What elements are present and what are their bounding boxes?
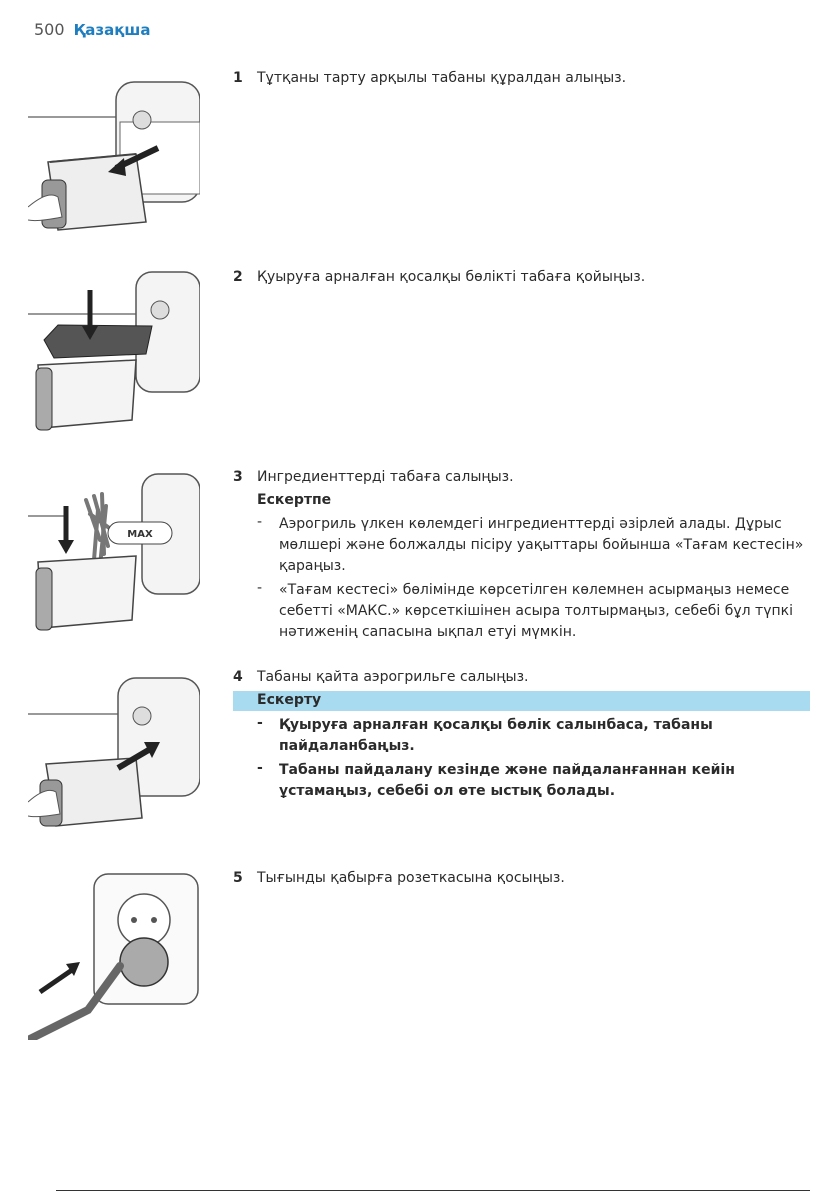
bullet-dash: -	[257, 580, 263, 596]
step-number: 1	[233, 70, 243, 86]
step-text: Тығынды қабырға розеткасына қосыңыз.	[257, 870, 565, 886]
bullet-dash: -	[257, 760, 263, 776]
step-number: 3	[233, 469, 243, 485]
step-number: 2	[233, 269, 243, 285]
step-number: 4	[233, 669, 243, 685]
illustration-insert-pan	[28, 672, 200, 832]
bullet-dash: -	[257, 715, 263, 731]
step-text: Қуыруға арналған қосалқы бөлікті табаға қойыңыз.	[257, 269, 646, 285]
warning-list	[257, 715, 813, 805]
warning-title: Ескерту	[257, 692, 322, 708]
note-list	[257, 514, 813, 646]
list-item: - Аэрогриль үлкен көлемдегі ингредиенттерді әзірлей алады. Дұрыс мөлшері және болжалды пісіру уақыттары бойынша «Тағам кестесін» қараңыз.	[257, 514, 804, 574]
step-text: Табаны қайта аэрогрильге салыңыз.	[257, 669, 529, 685]
max-label: MAX	[127, 529, 153, 540]
step-text: Ингредиенттерді табаға салыңыз.	[257, 469, 514, 485]
warning-title-bar	[233, 691, 810, 711]
list-item: - Табаны пайдалану кезінде және пайдаланғаннан кейін ұстамаңыз, себебі ол өте ыстық болады.	[257, 760, 735, 799]
illustration-remove-pan	[28, 72, 200, 237]
illustration-add-ingredients	[28, 470, 200, 640]
illustration-plug	[28, 870, 200, 1040]
language-label: Қазақша	[73, 21, 151, 39]
note-title: Ескертпе	[257, 492, 332, 508]
illustration-grill-insert	[28, 270, 200, 440]
step-number: 5	[233, 870, 243, 886]
list-item: - «Тағам кестесі» бөлімінде көрсетілген көлемнен асырмаңыз немесе себетті «МАКС.» көрсеткішінен асыра толтырмаңыз, себебі бұл түпкі нәтиженің сапасына ықпал етуі мүмкін.	[257, 580, 793, 640]
page-number: 500	[34, 20, 65, 39]
bullet-dash: -	[257, 514, 263, 530]
page-header	[34, 20, 150, 39]
list-item: - Қуыруға арналған қосалқы бөлік салынбаса, табаны пайдаланбаңыз.	[257, 715, 713, 754]
step-text: Тұтқаны тарту арқылы табаны құралдан алыңыз.	[257, 70, 627, 86]
